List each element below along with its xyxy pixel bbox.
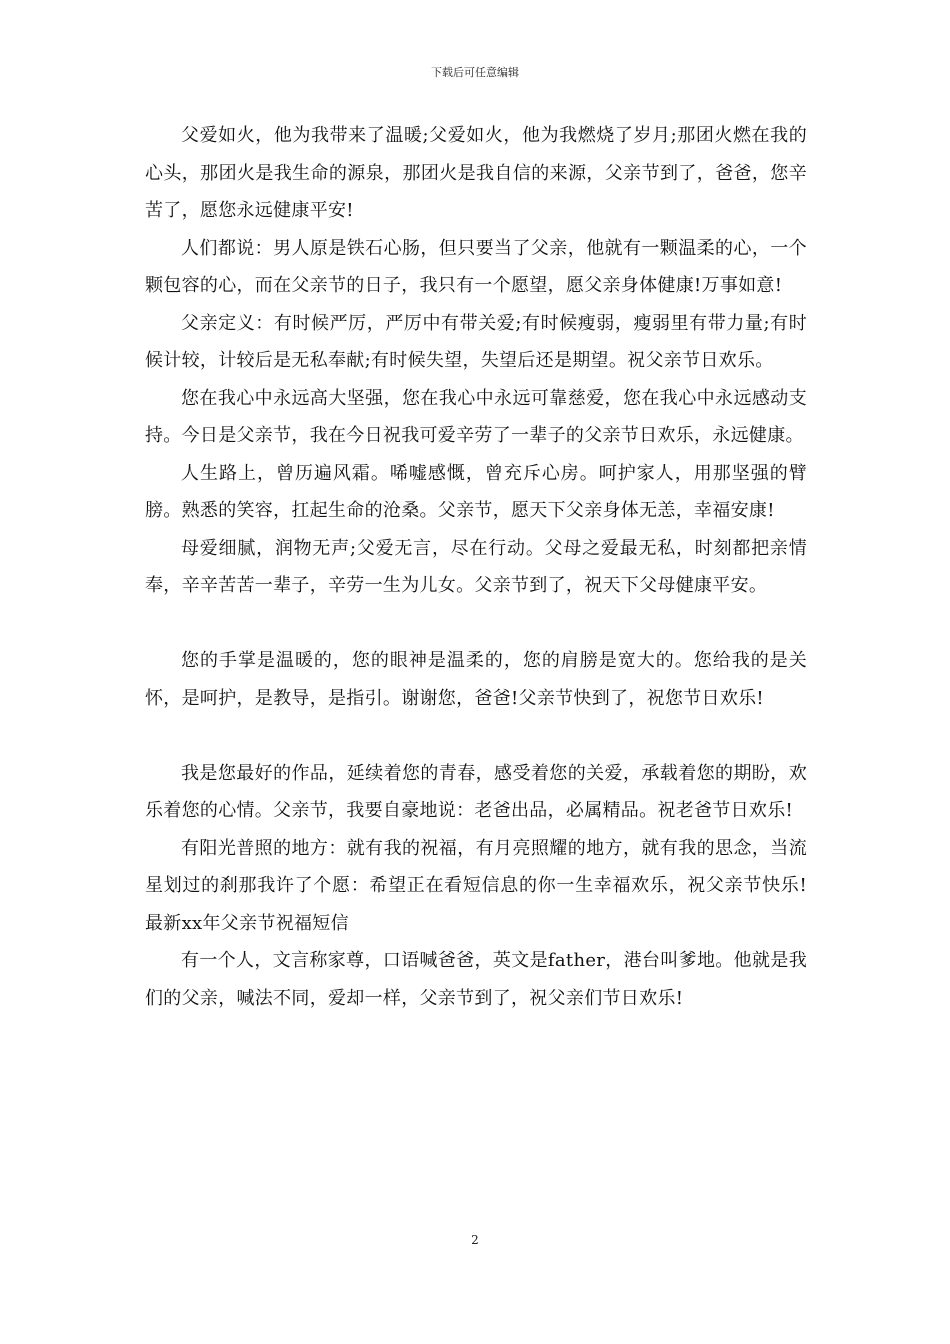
paragraph-8: 我是您最好的作品，延续着您的青春，感受着您的关爱，承载着您的期盼，欢乐着您的心情。父亲节，我要自豪地说：老爸出品，必属精品。祝老爸节日欢乐! [145, 762, 807, 821]
page-header: 下载后可任意编辑 [431, 66, 519, 79]
paragraph-3: 父亲定义：有时候严厉，严厉中有带关爱;有时候瘦弱，瘦弱里有带力量;有时候计较，计较后是无私奉献;有时候失望，失望后还是期望。祝父亲节日欢乐。 [145, 312, 807, 371]
paragraph-2: 人们都说：男人原是铁石心肠，但只要当了父亲，他就有一颗温柔的心，一个颗包容的心，而在父亲节的日子，我只有一个愿望，愿父亲身体健康!万事如意! [145, 237, 807, 296]
paragraph-4: 您在我心中永远高大坚强，您在我心中永远可靠慈爱，您在我心中永远感动支持。今日是父亲节，我在今日祝我可爱辛劳了一辈子的父亲节日欢乐，永远健康。 [145, 387, 807, 446]
paragraph-6: 母爱细腻，润物无声;父爱无言，尽在行动。父母之爱最无私，时刻都把亲情奉，辛辛苦苦一辈子，辛劳一生为儿女。父亲节到了，祝天下父母健康平安。 [145, 537, 807, 596]
paragraph-7: 您的手掌是温暖的，您的眼神是温柔的，您的肩膀是宽大的。您给我的是关怀，是呵护，是教导，是指引。谢谢您，爸爸!父亲节快到了，祝您节日欢乐! [145, 650, 807, 709]
paragraph-1: 父爱如火，他为我带来了温暖;父爱如火，他为我燃烧了岁月;那团火燃在我的心头，那团火是我生命的源泉，那团火是我自信的来源，父亲节到了，爸爸，您辛苦了，愿您永远健康平安! [145, 125, 807, 221]
paragraph-5: 人生路上，曾历遍风霜。唏嘘感慨，曾充斥心房。呵护家人，用那坚强的臂膀。熟悉的笑容，扛起生命的沧桑。父亲节，愿天下父亲身体无恙，幸福安康! [145, 462, 807, 521]
paragraph-9: 有阳光普照的地方：就有我的祝福，有月亮照耀的地方，就有我的思念，当流星划过的刹那我许了个愿：希望正在看短信息的你一生幸福欢乐，祝父亲节快乐!最新xx年父亲节祝福短信 [145, 837, 807, 934]
paragraph-10: 有一个人，文言称家尊，口语喊爸爸，英文是father，港台叫爹地。他就是我们的父亲，喊法不同，爱却一样，父亲节到了，祝父亲们节日欢乐! [145, 950, 807, 1009]
document-body [145, 117, 807, 1017]
page-number: 2 [471, 1233, 479, 1247]
